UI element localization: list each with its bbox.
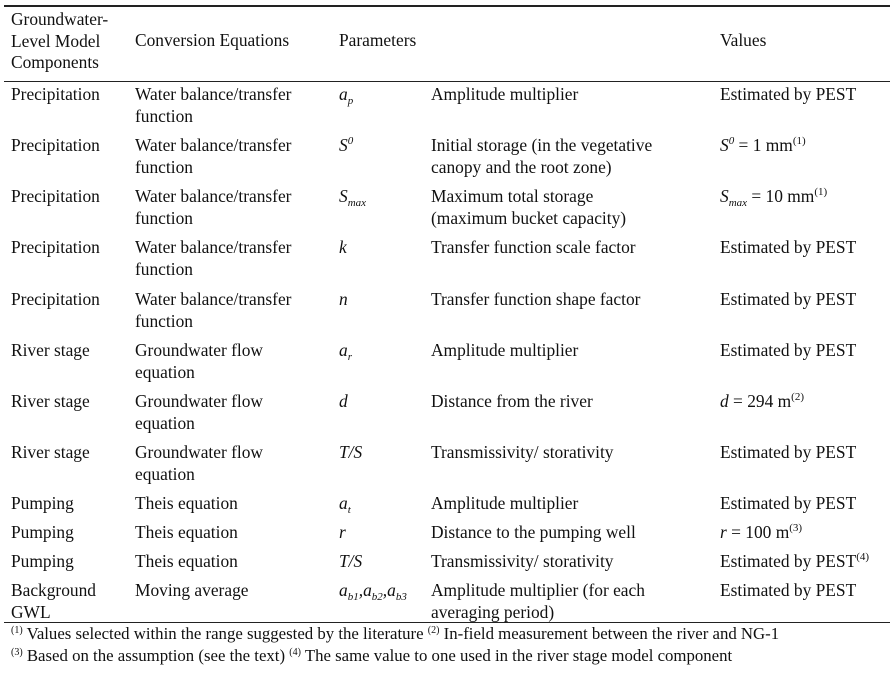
equation-line: function bbox=[135, 105, 193, 126]
cell-component bbox=[11, 84, 100, 106]
symbol-superscript: 0 bbox=[347, 135, 354, 147]
equation-line: equation bbox=[135, 463, 195, 484]
cell-component bbox=[11, 237, 100, 259]
symbol: d bbox=[339, 391, 348, 411]
cell-parameter-symbol bbox=[339, 237, 347, 259]
cell-description bbox=[431, 391, 593, 413]
cell-value bbox=[720, 135, 806, 157]
footnote-mark: (3) bbox=[11, 647, 23, 658]
cell-value bbox=[720, 237, 856, 259]
cell-component bbox=[11, 551, 74, 573]
equation-line: Water balance/transfer bbox=[135, 237, 292, 257]
cell-description bbox=[431, 551, 613, 573]
value-variable: r bbox=[720, 522, 727, 542]
symbol: T/S bbox=[339, 442, 363, 462]
component-line: Precipitation bbox=[11, 289, 100, 309]
value-text: = 294 m bbox=[728, 391, 792, 411]
header-equations: Conversion Equations bbox=[135, 30, 290, 50]
description-line: Transmissivity/ storativity bbox=[431, 442, 614, 462]
description-line: Maximum total storage bbox=[431, 186, 594, 206]
cell-parameter-symbol bbox=[339, 340, 352, 362]
cell-equation bbox=[135, 135, 291, 178]
cell-component bbox=[11, 522, 74, 544]
footnote-line-2 bbox=[11, 645, 779, 667]
component-line: Background bbox=[11, 580, 97, 600]
component-line: Precipitation bbox=[11, 84, 100, 104]
cell-parameter-symbol bbox=[339, 289, 348, 311]
component-line: Precipitation bbox=[11, 135, 100, 155]
value-text: Estimated by PEST bbox=[720, 84, 857, 104]
equation-line: Theis equation bbox=[135, 551, 238, 571]
footnote-text: The same value to one used in the river stage model component bbox=[300, 646, 733, 665]
value-text: Estimated by PEST bbox=[720, 340, 857, 360]
symbol: S bbox=[339, 135, 348, 155]
cell-equation bbox=[135, 84, 291, 127]
cell-value bbox=[720, 580, 856, 602]
component-line: Precipitation bbox=[11, 186, 100, 206]
cell-value bbox=[720, 551, 869, 573]
header-components-line-1: Groundwater- bbox=[11, 9, 109, 29]
cell-description bbox=[431, 493, 578, 515]
symbol: a bbox=[339, 493, 348, 513]
cell-parameter-symbol bbox=[339, 551, 362, 573]
footnote-text: In-field measurement between the river and NG-1 bbox=[439, 624, 780, 643]
footnote-mark: (2) bbox=[427, 625, 440, 636]
cell-description bbox=[431, 289, 640, 311]
component-line: Precipitation bbox=[11, 237, 100, 257]
symbol-subscript: b1 bbox=[347, 591, 359, 603]
equation-line: equation bbox=[135, 361, 195, 382]
cell-equation bbox=[135, 493, 238, 515]
symbol-subscript: max bbox=[347, 197, 367, 209]
value-footnote-mark: (4) bbox=[856, 551, 870, 563]
value-footnote-mark: (1) bbox=[814, 186, 828, 198]
cell-component bbox=[11, 340, 90, 362]
symbol: a bbox=[387, 580, 396, 600]
value-text: Estimated by PEST bbox=[720, 237, 857, 257]
equation-line: Water balance/transfer bbox=[135, 289, 292, 309]
symbol-subscript: b3 bbox=[395, 591, 407, 603]
symbol: a bbox=[339, 580, 348, 600]
equation-line: Moving average bbox=[135, 580, 249, 600]
cell-equation bbox=[135, 522, 238, 544]
equation-line: function bbox=[135, 258, 193, 279]
cell-description bbox=[431, 84, 578, 106]
equation-line: Theis equation bbox=[135, 493, 238, 513]
description-line: Amplitude multiplier bbox=[431, 493, 579, 513]
description-line: Transfer function scale factor bbox=[431, 237, 636, 257]
description-line: Amplitude multiplier (for each bbox=[431, 580, 645, 600]
cell-component bbox=[11, 493, 74, 515]
value-text: Estimated by PEST bbox=[720, 289, 857, 309]
component-line: GWL bbox=[11, 601, 51, 622]
value-footnote-mark: (3) bbox=[789, 522, 803, 534]
footnote-line-1 bbox=[11, 623, 779, 645]
description-line: (maximum bucket capacity) bbox=[431, 207, 627, 228]
symbol: a bbox=[339, 340, 348, 360]
cell-component bbox=[11, 442, 90, 464]
equation-line: equation bbox=[135, 412, 195, 433]
cell-equation bbox=[135, 551, 238, 573]
value-text: = 1 mm bbox=[734, 135, 793, 155]
cell-value bbox=[720, 340, 856, 362]
component-line: Pumping bbox=[11, 493, 74, 513]
component-line: Pumping bbox=[11, 522, 74, 542]
value-text: Estimated by PEST bbox=[720, 442, 857, 462]
value-footnote-mark: (1) bbox=[792, 135, 806, 147]
description-line: Distance to the pumping well bbox=[431, 522, 636, 542]
equation-line: Water balance/transfer bbox=[135, 84, 292, 104]
equation-line: function bbox=[135, 207, 193, 228]
cell-component bbox=[11, 580, 96, 623]
symbol-subscript: b2 bbox=[371, 591, 383, 603]
cell-value bbox=[720, 84, 856, 106]
cell-value bbox=[720, 186, 827, 208]
symbol-subscript: r bbox=[347, 351, 352, 363]
footnote-mark: (1) bbox=[11, 625, 23, 636]
header-rule bbox=[4, 81, 890, 82]
cell-equation bbox=[135, 186, 291, 229]
value-text: Estimated by PEST bbox=[720, 551, 857, 571]
header-components bbox=[11, 9, 108, 74]
equation-line: Water balance/transfer bbox=[135, 186, 292, 206]
cell-description bbox=[431, 186, 626, 229]
cell-component bbox=[11, 135, 100, 157]
cell-value bbox=[720, 391, 804, 413]
description-line: Initial storage (in the vegetative bbox=[431, 135, 653, 155]
value-variable: S bbox=[720, 135, 729, 155]
value-variable-superscript: 0 bbox=[728, 135, 735, 147]
header-parameters: Parameters bbox=[339, 30, 417, 50]
cell-parameter-symbol bbox=[339, 522, 346, 544]
component-line: River stage bbox=[11, 340, 90, 360]
cell-parameter-symbol bbox=[339, 442, 362, 464]
cell-value bbox=[720, 442, 856, 464]
symbol: r bbox=[339, 522, 346, 542]
value-variable: S bbox=[720, 186, 729, 206]
equation-line: Theis equation bbox=[135, 522, 238, 542]
symbol: a bbox=[363, 580, 372, 600]
cell-parameter-symbol bbox=[339, 84, 353, 106]
cell-parameter-symbol bbox=[339, 186, 366, 208]
cell-parameter-symbol bbox=[339, 135, 353, 157]
component-line: River stage bbox=[11, 442, 90, 462]
cell-description bbox=[431, 442, 613, 464]
equation-line: function bbox=[135, 156, 193, 177]
cell-parameter-symbol bbox=[339, 493, 351, 515]
description-line: Amplitude multiplier bbox=[431, 340, 579, 360]
cell-value bbox=[720, 493, 856, 515]
cell-description bbox=[431, 580, 645, 623]
cell-component bbox=[11, 289, 100, 311]
cell-component bbox=[11, 186, 100, 208]
equation-line: Water balance/transfer bbox=[135, 135, 292, 155]
description-line: Distance from the river bbox=[431, 391, 593, 411]
description-line: Transmissivity/ storativity bbox=[431, 551, 614, 571]
cell-equation bbox=[135, 289, 291, 332]
symbol: T/S bbox=[339, 551, 363, 571]
description-line: Amplitude multiplier bbox=[431, 84, 579, 104]
value-text: Estimated by PEST bbox=[720, 580, 857, 600]
symbol: k bbox=[339, 237, 347, 257]
value-variable-subscript: max bbox=[728, 197, 748, 209]
value-text: Estimated by PEST bbox=[720, 493, 857, 513]
header-components-line-2: Level Model bbox=[11, 30, 101, 51]
cell-equation bbox=[135, 391, 263, 434]
equation-line: Groundwater flow bbox=[135, 442, 263, 462]
cell-parameter-symbol bbox=[339, 391, 348, 413]
symbol-subscript: t bbox=[347, 504, 351, 516]
description-line: Transfer function shape factor bbox=[431, 289, 641, 309]
value-footnote-mark: (2) bbox=[791, 391, 804, 403]
table-top-rule bbox=[4, 5, 890, 7]
footnotes bbox=[11, 623, 779, 667]
cell-description bbox=[431, 135, 652, 178]
cell-equation bbox=[135, 340, 263, 383]
description-line: canopy and the root zone) bbox=[431, 156, 612, 177]
equation-line: Groundwater flow bbox=[135, 391, 263, 411]
cell-description bbox=[431, 522, 636, 544]
header-values: Values bbox=[720, 30, 767, 50]
footnote-text: Based on the assumption (see the text) bbox=[22, 646, 290, 665]
value-text: = 100 m bbox=[726, 522, 790, 542]
cell-component bbox=[11, 391, 90, 413]
symbol: S bbox=[339, 186, 348, 206]
cell-description bbox=[431, 237, 636, 259]
component-line: Pumping bbox=[11, 551, 74, 571]
header-components-line-3: Components bbox=[11, 52, 99, 72]
cell-value bbox=[720, 289, 856, 311]
description-line: averaging period) bbox=[431, 601, 555, 622]
equation-line: function bbox=[135, 310, 193, 331]
equation-line: Groundwater flow bbox=[135, 340, 263, 360]
footnote-mark: (4) bbox=[289, 647, 301, 658]
symbol: a bbox=[339, 84, 348, 104]
component-line: River stage bbox=[11, 391, 90, 411]
symbol-subscript: p bbox=[347, 95, 354, 107]
cell-equation bbox=[135, 442, 263, 485]
value-text: = 10 mm bbox=[747, 186, 815, 206]
cell-description bbox=[431, 340, 578, 362]
cell-value bbox=[720, 522, 802, 544]
cell-equation bbox=[135, 580, 248, 602]
symbol: n bbox=[339, 289, 348, 309]
footnote-text: Values selected within the range suggested by the literature bbox=[22, 624, 428, 643]
value-variable: d bbox=[720, 391, 729, 411]
cell-equation bbox=[135, 237, 291, 280]
cell-parameter-symbol: $a_{b1},a_{b2},a_{b3}$ bbox=[339, 580, 407, 603]
